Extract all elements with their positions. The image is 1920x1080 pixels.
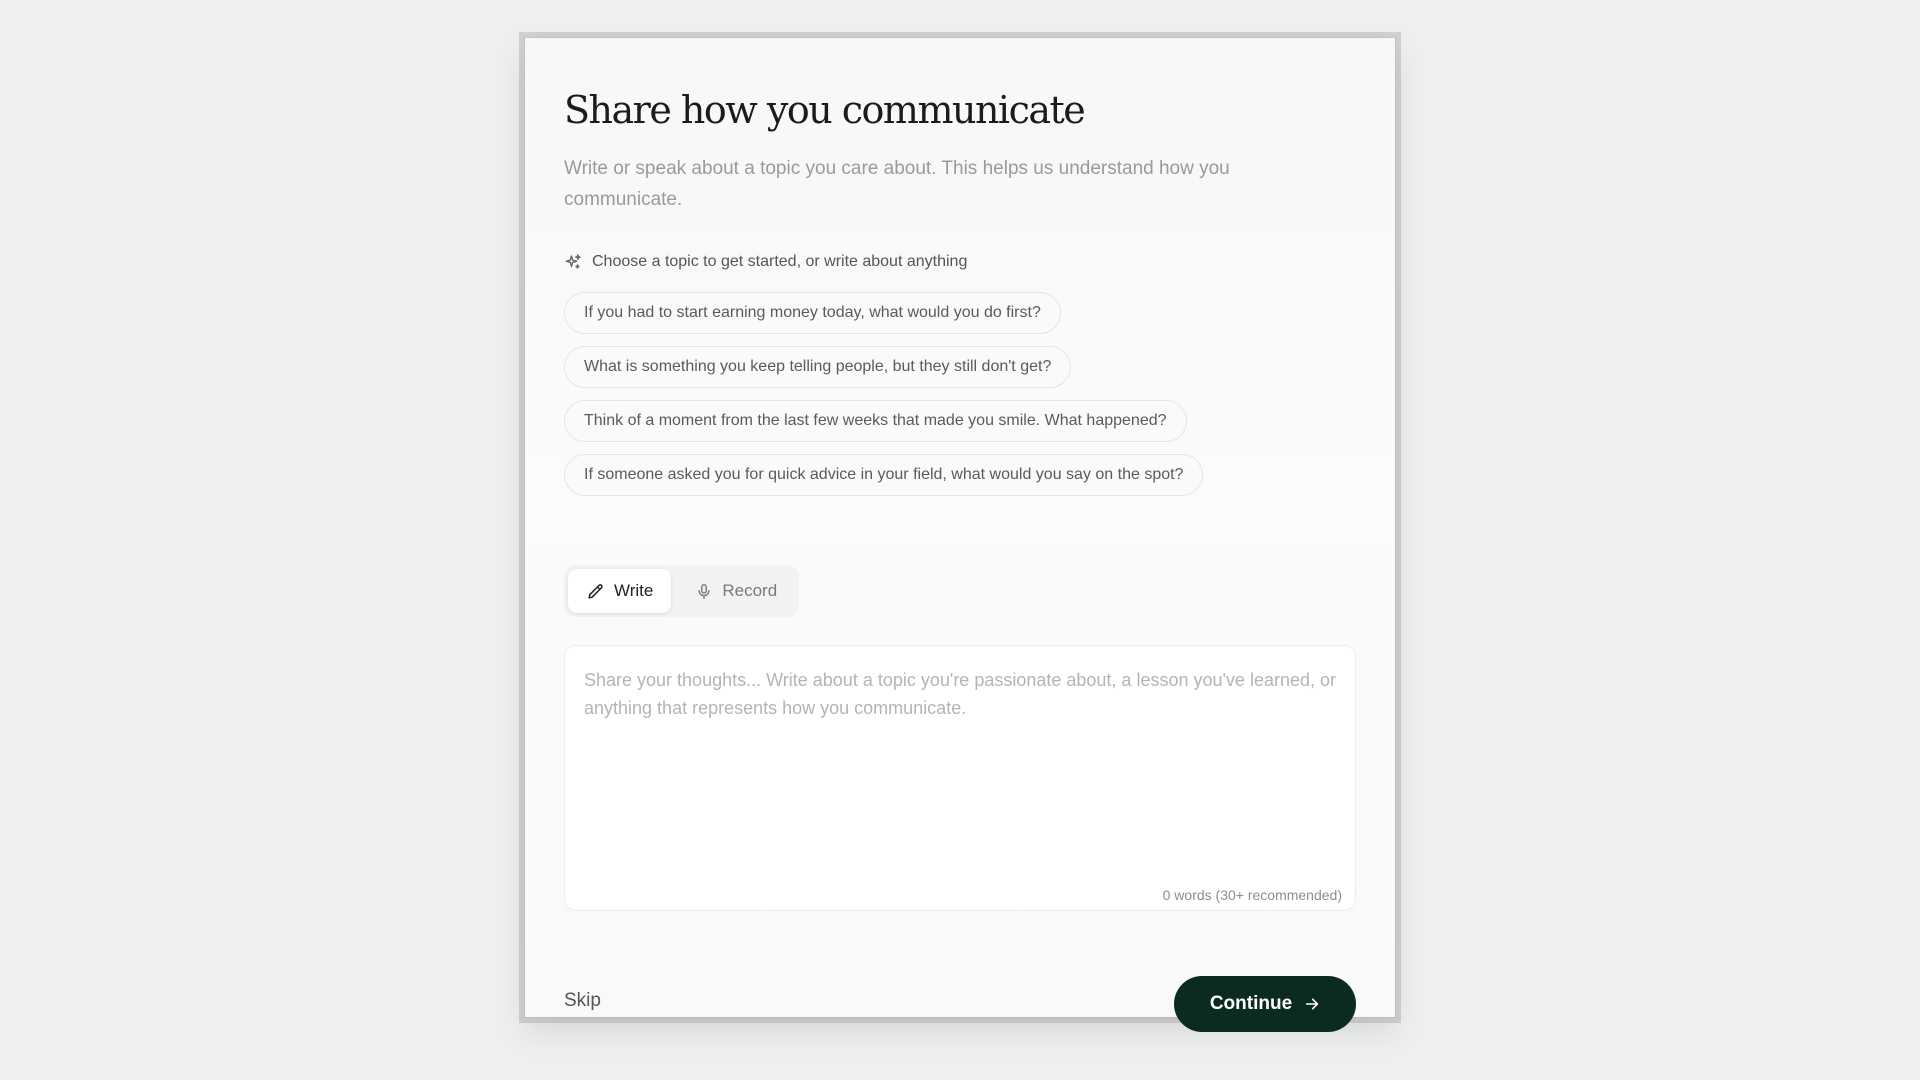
topic-chip[interactable]: What is something you keep telling people, but they still don't get? [564, 346, 1071, 388]
skip-button[interactable]: Skip [564, 990, 601, 1011]
pencil-icon [586, 582, 605, 601]
microphone-icon [695, 582, 713, 601]
topic-header [564, 253, 967, 271]
topic-chip[interactable]: If you had to start earning money today, what would you do first? [564, 292, 1061, 334]
sparkles-icon [564, 253, 582, 271]
response-editor [564, 645, 1356, 911]
page-title: Share how you communicate [564, 88, 1085, 132]
write-mode-button[interactable] [568, 569, 671, 613]
input-mode-toggle [564, 565, 799, 617]
response-textarea[interactable] [565, 646, 1355, 910]
record-mode-label: Record [722, 581, 778, 600]
topic-chip[interactable]: If someone asked you for quick advice in your field, what would you say on the spot? [564, 454, 1203, 496]
continue-label: Continue [1209, 993, 1293, 1014]
continue-button[interactable] [1174, 976, 1356, 1032]
topic-suggestions [564, 292, 1203, 496]
topic-chip[interactable]: Think of a moment from the last few weeks that made you smile. What happened? [564, 400, 1187, 442]
page-subtitle: Write or speak about a topic you care about. This helps us understand how you communicate. [564, 158, 1230, 210]
word-count: 0 words (30+ recommended) [1162, 887, 1342, 903]
record-mode-button[interactable] [677, 569, 795, 613]
arrow-right-icon [1304, 996, 1320, 1012]
write-mode-label: Write [614, 581, 654, 600]
topic-header-label: Choose a topic to get started, or write about anything [592, 253, 968, 270]
onboarding-modal [525, 38, 1395, 1017]
